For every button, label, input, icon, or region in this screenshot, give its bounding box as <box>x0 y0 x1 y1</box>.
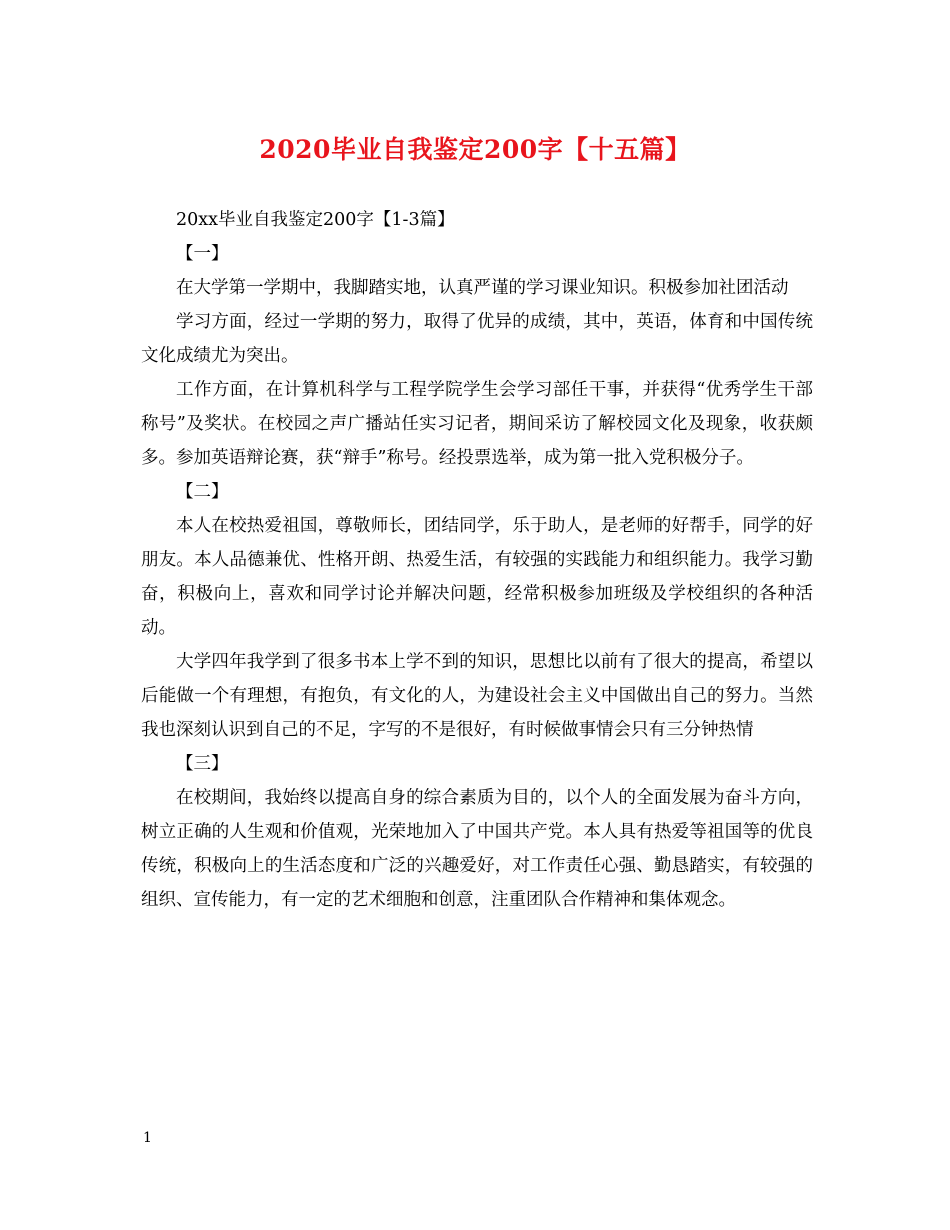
section-heading-1: 【一】 <box>176 244 229 264</box>
paragraph: 本人在校热爱祖国，尊敬师长，团结同学，乐于助人，是老师的好帮手，同学的好朋友。本人品德兼优、性格开朗、热爱生活，有较强的实践能力和组织能力。我学习勤奋，积极向上，喜欢和同学讨论并解决问题，经常积极参加班级及学校组织的各种活动。 <box>141 516 813 638</box>
paragraph: 在校期间，我始终以提高自身的综合素质为目的，以个人的全面发展为奋斗方向，树立正确的人生观和价值观，光荣地加入了中国共产党。本人具有热爱等祖国等的优良传统，积极向上的生活态度和广泛的兴趣爱好，对工作责任心强、勤恳踏实，有较强的组织、宣传能力，有一定的艺术细胞和创意，注重团队合作精神和集体观念。 <box>141 788 813 910</box>
document-title: 2020毕业自我鉴定200字【十五篇】 <box>259 135 691 164</box>
section-heading-2: 【二】 <box>176 482 229 502</box>
paragraph: 学习方面，经过一学期的努力，取得了优异的成绩，其中，英语，体育和中国传统文化成绩尤为突出。 <box>141 312 813 366</box>
paragraph: 工作方面，在计算机科学与工程学院学生会学习部任干事，并获得“优秀学生干部称号”及奖状。在校园之声广播站任实习记者，期间采访了解校园文化及现象，收获颇多。参加英语辩论赛，获“辩手”称号。经投票选举，成为第一批入党积极分子。 <box>141 380 813 468</box>
paragraph: 大学四年我学到了很多书本上学不到的知识，思想比以前有了很大的提高，希望以后能做一个有理想，有抱负，有文化的人，为建设社会主义中国做出自己的努力。当然我也深刻认识到自己的不足，字写的不是很好，有时候做事情会只有三分钟热情 <box>141 652 813 740</box>
page-number: 1 <box>143 1130 152 1146</box>
paragraph: 在大学第一学期中，我脚踏实地，认真严谨的学习课业知识。积极参加社团活动 <box>176 278 789 298</box>
section-heading-3: 【三】 <box>176 754 229 774</box>
subtitle-line: 20xx毕业自我鉴定200字【1-3篇】 <box>176 210 455 230</box>
document-body <box>141 203 813 917</box>
